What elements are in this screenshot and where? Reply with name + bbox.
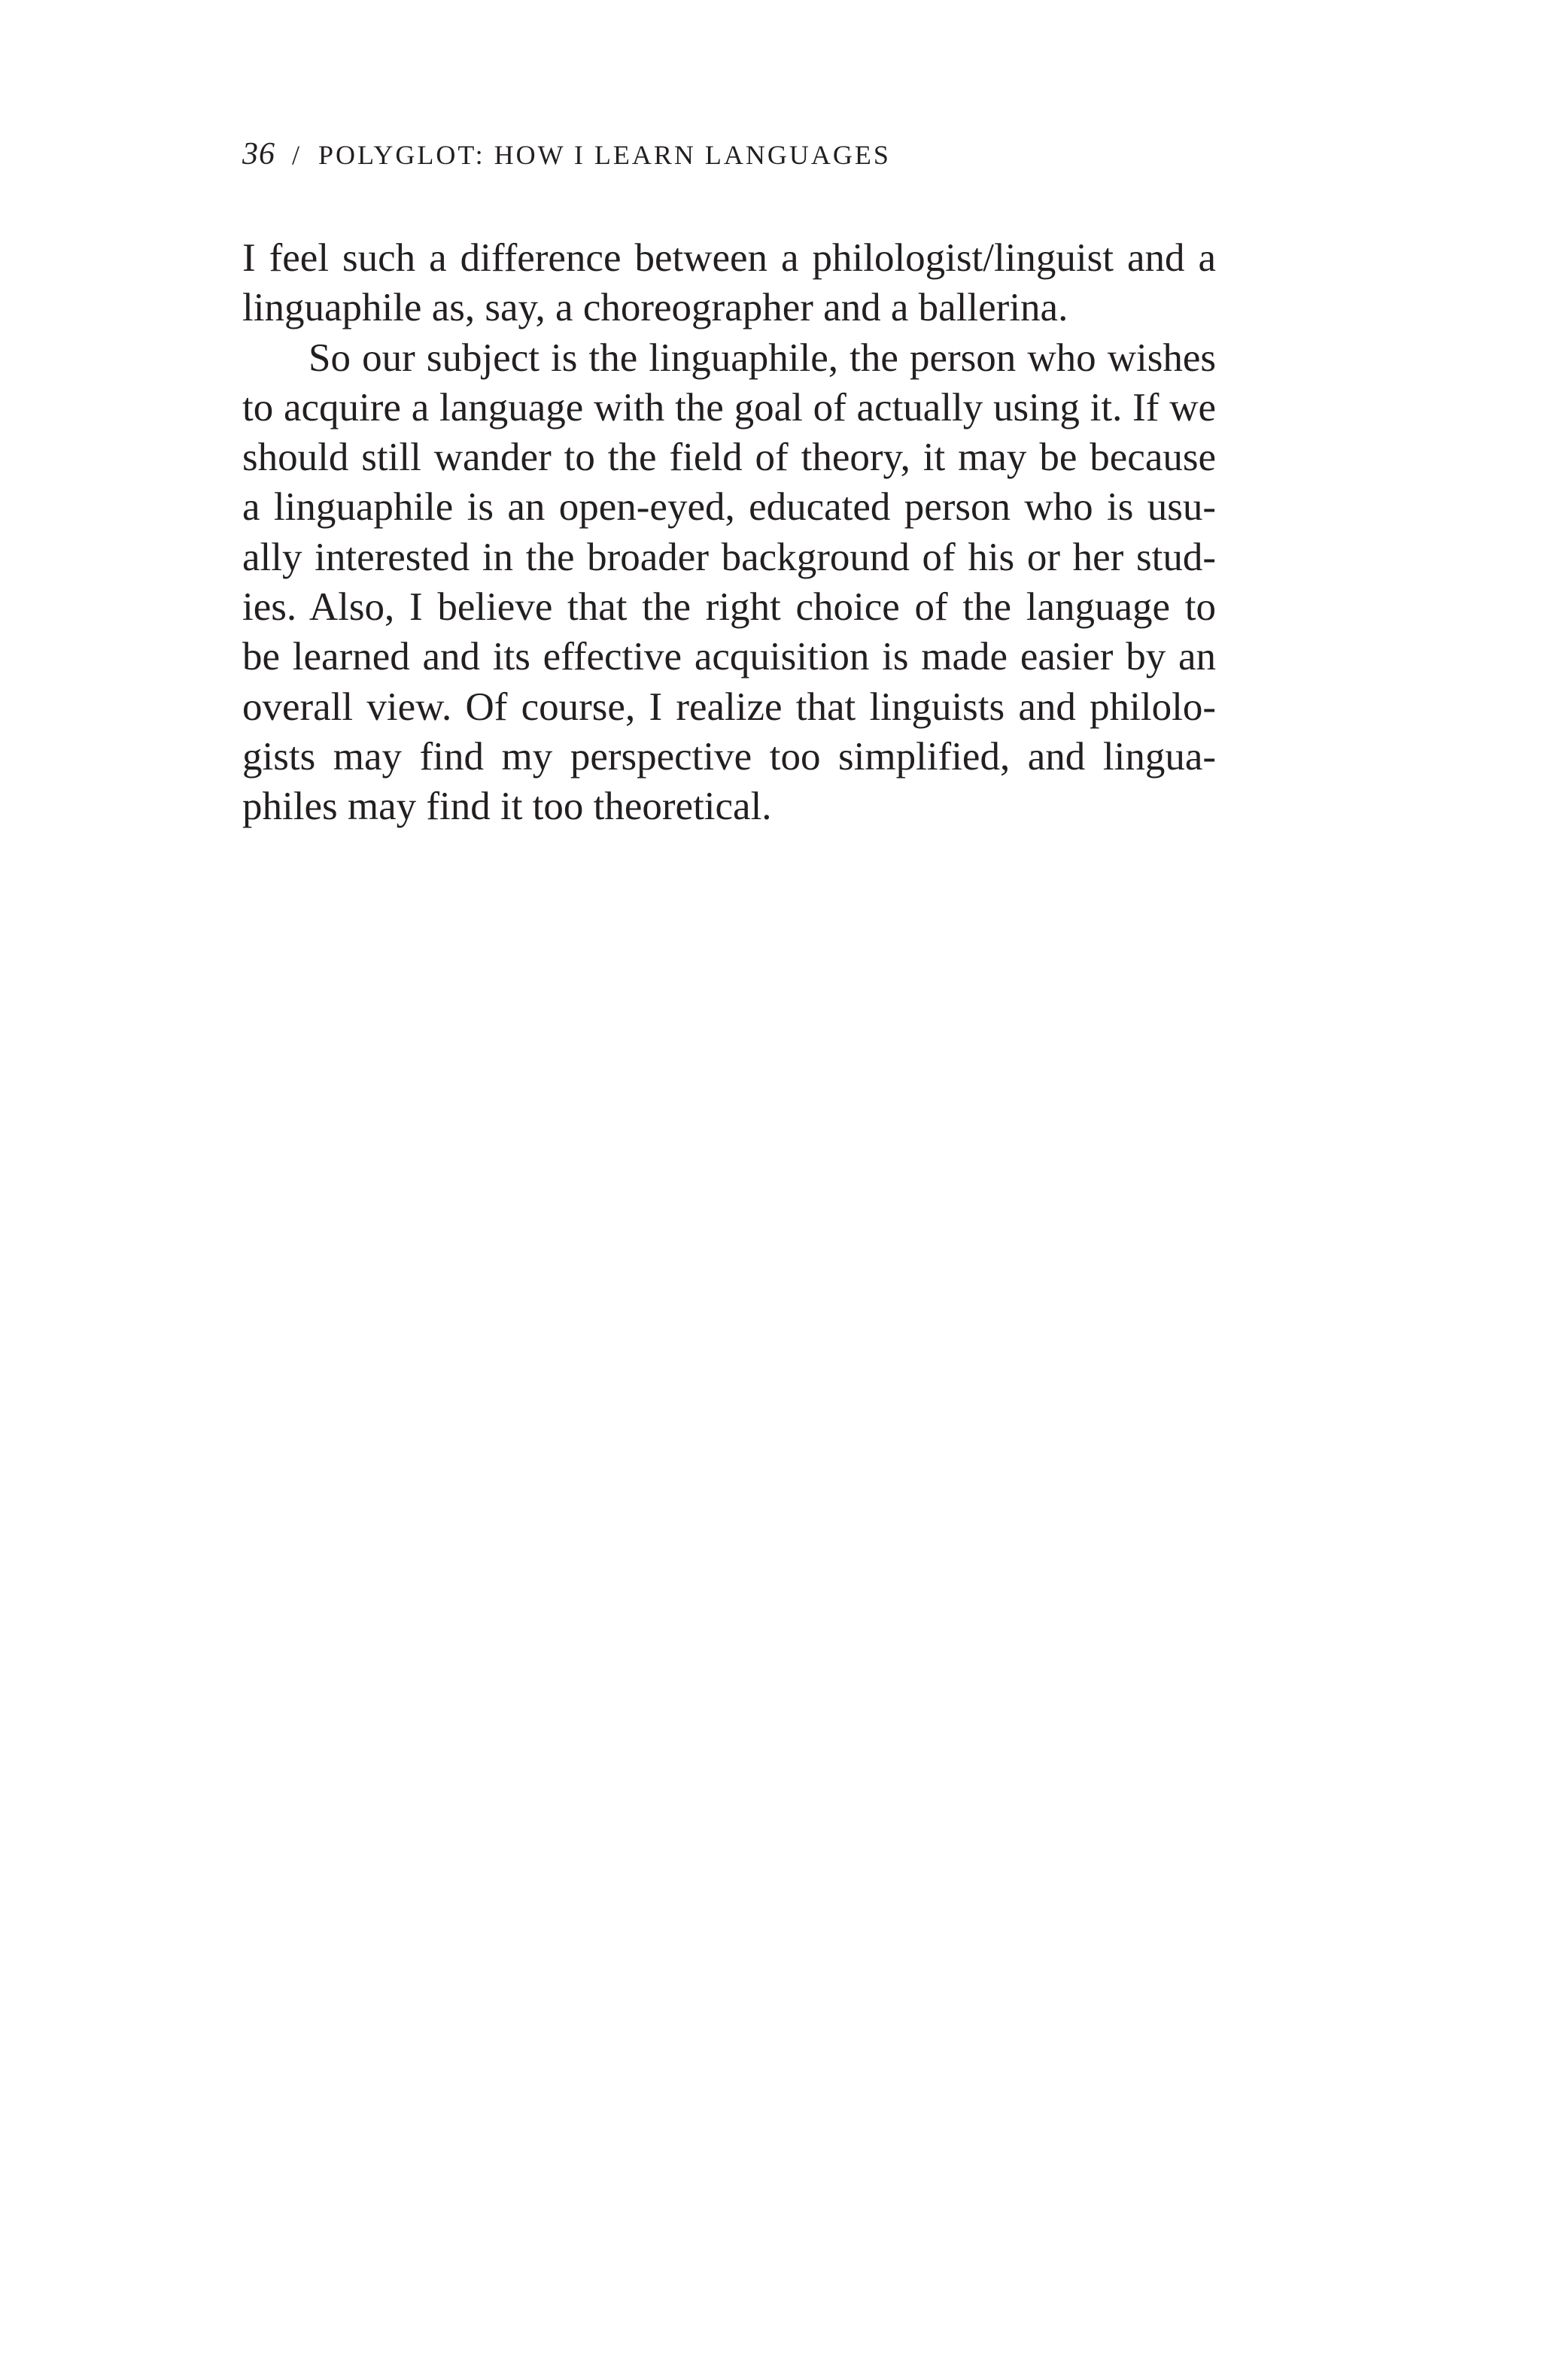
body-text [242, 233, 1216, 832]
text-line: to acquire a language with the goal of actually using it. If we [242, 385, 1216, 430]
text-line: overall view. Of course, I realize that linguists and philolo- [242, 685, 1216, 729]
paragraph-1 [242, 233, 1216, 333]
text-line: So our subject is the linguaphile, the person who wishes [309, 335, 1216, 380]
paragraph-2 [242, 333, 1216, 832]
text-line: a linguaphile is an open-eyed, educated person who is usu- [242, 485, 1216, 530]
text-line: should still wander to the field of theory, it may be because [242, 436, 1216, 480]
text-line: ies. Also, I believe that the right choice of the language to [242, 585, 1216, 630]
text-line: linguaphile as, say, a choreographer and a ballerina. [242, 286, 1068, 330]
page-number: 36 [242, 137, 275, 172]
running-header [242, 135, 891, 173]
text-line: gists may find my perspective too simplified, and lingua- [242, 734, 1216, 779]
header-separator: / [292, 140, 302, 170]
text-line: ally interested in the broader background of his or her stud- [242, 535, 1216, 579]
text-line: be learned and its effective acquisition is made easier by an [242, 635, 1216, 679]
running-title: POLYGLOT: HOW I LEARN LANGUAGES [318, 140, 891, 170]
text-line: I feel such a difference between a philologist/linguist and a [242, 236, 1216, 280]
text-line: philes may find it too theoretical. [242, 785, 772, 829]
